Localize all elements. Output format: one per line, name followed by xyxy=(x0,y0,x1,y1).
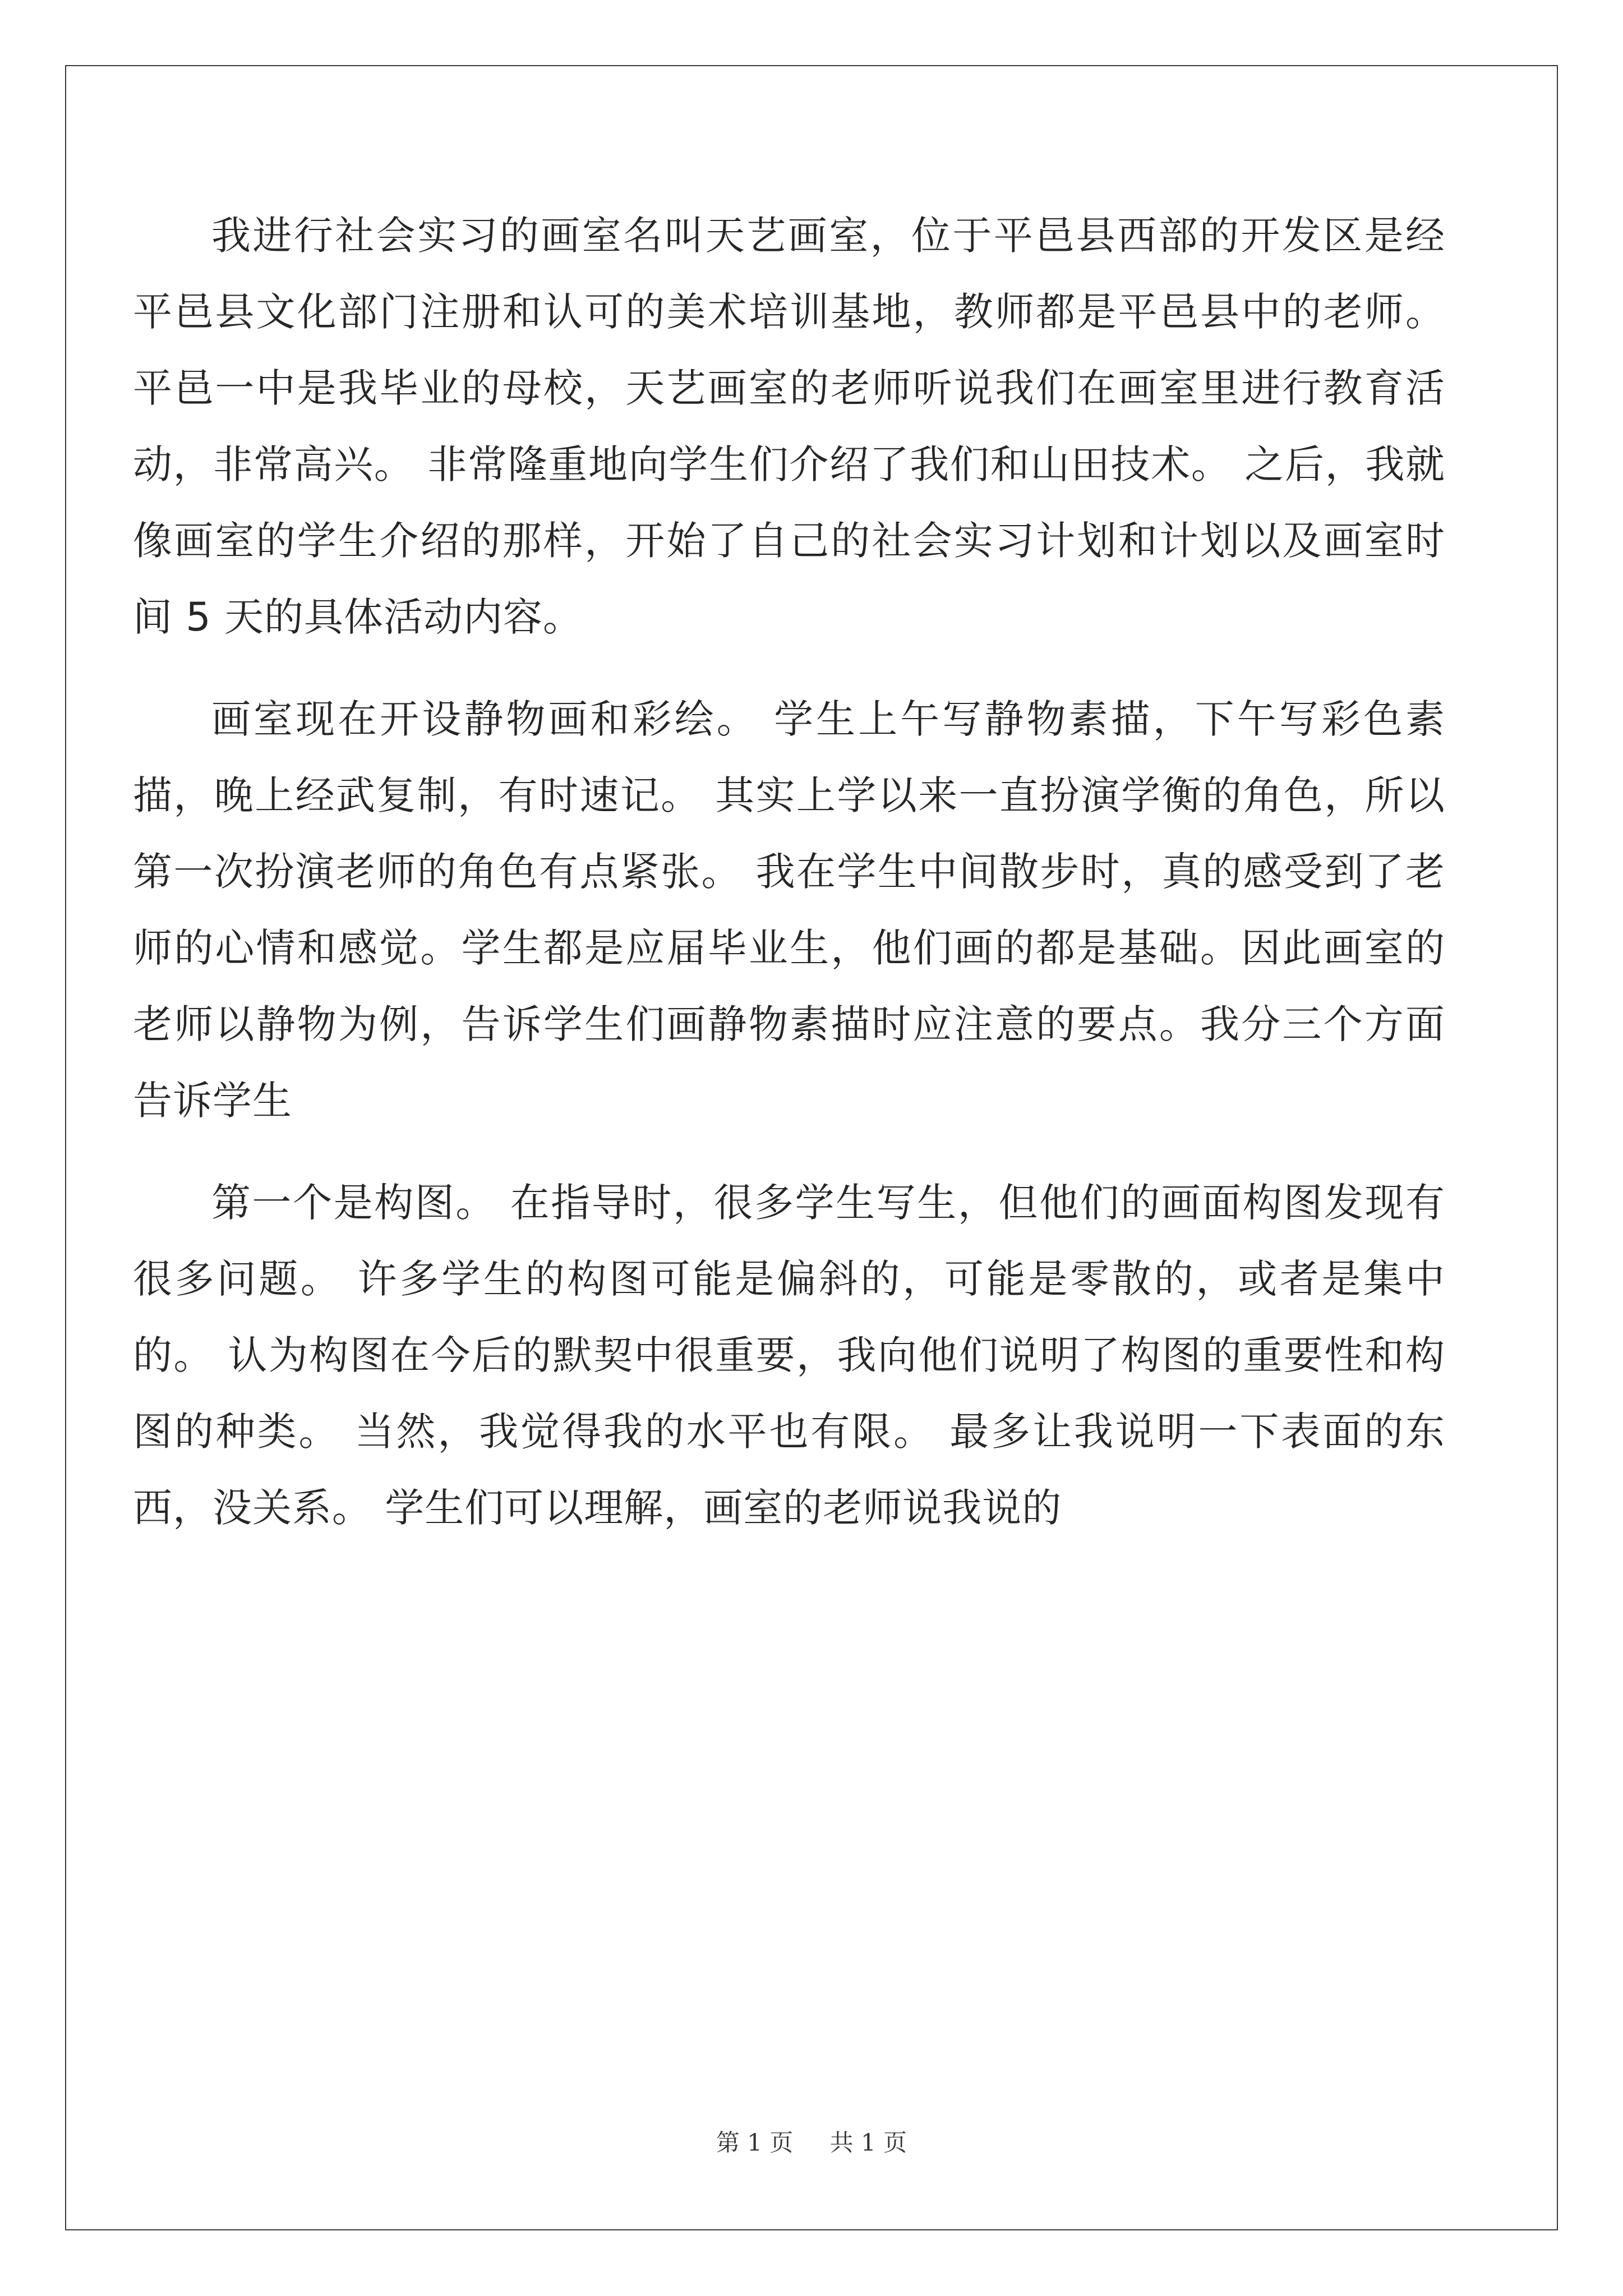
page-total: 共 1 页 xyxy=(829,2129,907,2156)
paragraph: 我进行社会实习的画室名叫天艺画室，位于平邑县西部的开发区是经平邑县文化部门注册和认可的美术培训基地，教师都是平邑县中的老师。 平邑一中是我毕业的母校，天艺画室的老师听说我们在画室里进行教育活动，非常高兴。 非常隆重地向学生们介绍了我们和山田技术。 之后，我就像画室的学生介绍的那样，开始了自己的社会实习计划和计划以及画室时间 5 天的具体活动内容。 xyxy=(133,213,1445,640)
document-body xyxy=(133,197,1445,1546)
paragraph: 第一个是构图。 在指导时，很多学生写生，但他们的画面构图发现有很多问题。 许多学生的构图可能是偏斜的，可能是零散的，或者是集中的。 认为构图在今后的默契中很重要，我向他们说明了构图的重要性和构图的种类。 当然，我觉得我的水平也有限。 最多让我说明一下表面的东西，没关系。 学生们可以理解，画室的老师说我说的 xyxy=(133,1180,1445,1531)
paragraph: 画室现在开设静物画和彩绘。 学生上午写静物素描，下午写彩色素描，晚上经武复制，有时速记。 其实上学以来一直扮演学衡的角色，所以第一次扮演老师的角色有点紧张。 我在学生中间散步时，真的感受到了老师的心情和感觉。学生都是应届毕业生，他们画的都是基础。因此画室的老师以静物为例，告诉学生们画静物素描时应注意的要点。我分三个方面告诉学生 xyxy=(133,696,1445,1124)
page-footer xyxy=(0,2127,1623,2159)
page-number: 第 1 页 xyxy=(716,2129,794,2156)
